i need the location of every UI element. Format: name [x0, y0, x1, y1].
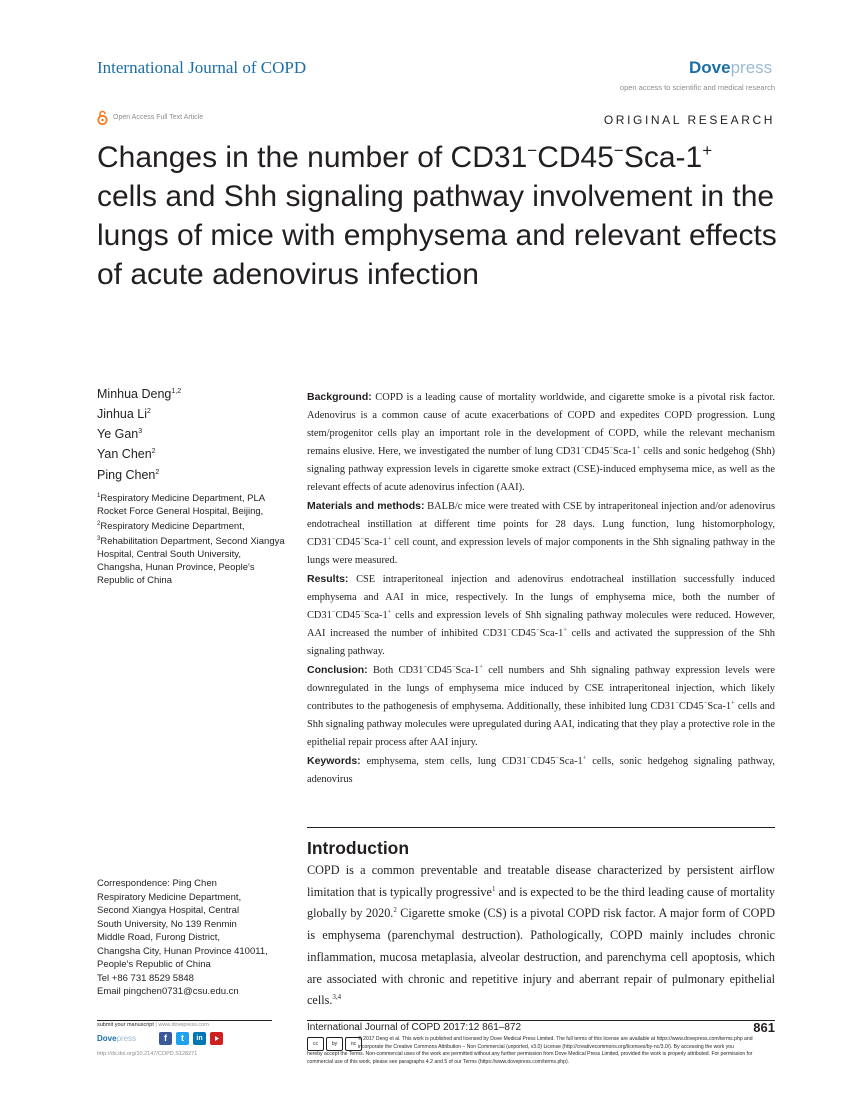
author-affil-sup: 2	[155, 468, 160, 476]
author-affil-sup: 1,2	[171, 388, 182, 395]
twitter-icon[interactable]: t	[176, 1032, 189, 1045]
sup: +	[479, 663, 483, 671]
paragraph	[307, 860, 775, 1012]
abstract-keywords	[307, 752, 775, 789]
author-name: Ye Gan	[97, 427, 139, 442]
correspondence-line: Second Xiangya Hospital, Central	[97, 905, 240, 916]
affil-text: Rehabilitation Department, Second Xiangya Hospital, Central South University, Changsha, Hunan Province, People's Republic of China	[97, 536, 285, 587]
sup: +	[387, 608, 392, 616]
sup: −	[507, 626, 512, 634]
abstract-text: Sca-1	[707, 701, 732, 712]
abstract-text: emphysema, stem cells, lung CD31	[360, 756, 527, 767]
title-sup: −	[613, 141, 624, 160]
abstract-text: Sca-1	[364, 537, 388, 548]
sup: −	[535, 626, 540, 634]
author	[97, 464, 297, 484]
sup: −	[609, 444, 613, 452]
author-affil-sup: 3	[138, 428, 143, 436]
correspondence-email[interactable]: Email pingchen0731@csu.edu.cn	[97, 986, 239, 997]
journal-title: International Journal of COPD	[97, 58, 307, 77]
cc-by-icon: by	[326, 1037, 343, 1051]
abstract-text: BALB/c mice were treated with CSE by intraperitoneal injection and/or adenovirus endotracheal instillation at different time points for 28 days. Lung function, lung histomorphology, CD31	[307, 501, 775, 548]
introduction-body	[307, 860, 775, 1012]
correspondence-phone: Tel +86 731 8529 5848	[97, 972, 194, 984]
affil-text: Respiratory Medicine Department,	[100, 521, 245, 533]
publisher-tagline: open access to scientific and medical research	[619, 83, 775, 92]
abstract-background	[307, 388, 775, 497]
author	[97, 403, 297, 423]
social-links	[159, 1032, 223, 1045]
abstract-text: Sca-1	[612, 446, 637, 457]
journal-citation: International Journal of COPD 2017:12 861–872	[307, 1022, 522, 1033]
abstract-text: COPD is a leading cause of mortality worldwide, and cigarette smoke is a pivotal risk factor. Adenovirus is a common cause of acute exacerbations of COPD and expedites COPD progression. Lung stem/progenitor cells play an important role in the development of COPD, while the relevant mechanism remains elusive. Here, we investigated the number of lung CD31	[307, 392, 775, 457]
doi-link[interactable]: http://dx.doi.org/10.2147/COPD.S128271	[97, 1051, 198, 1057]
affil-sup: 1	[97, 493, 101, 499]
publisher-logo-light: press	[730, 58, 773, 77]
abstract	[307, 388, 775, 789]
affiliations	[97, 490, 287, 587]
correspondence	[97, 877, 297, 999]
correspondence-line: People's Republic of China	[97, 959, 211, 970]
abstract-text: CD45	[511, 628, 536, 639]
sup: +	[387, 535, 392, 543]
abstract-text: Both CD31	[367, 665, 424, 676]
abstract-text: cells and expression levels of Shh signaling pathway molecules were reduced. However, AAI increased the number of inhibited CD31	[307, 610, 775, 639]
correspondence-line: Middle Road, Furong District,	[97, 932, 221, 943]
sup: −	[580, 444, 585, 452]
citation-sup: 1	[491, 884, 496, 893]
section-label: Keywords:	[307, 755, 361, 767]
title-part: CD45	[537, 141, 614, 174]
publisher-logo[interactable]	[689, 58, 772, 78]
abstract-text: CD45	[530, 756, 556, 767]
title-sup: −	[527, 141, 538, 160]
sup: −	[703, 699, 708, 707]
sup: −	[360, 608, 364, 616]
author-name: Yan Chen	[97, 447, 152, 462]
abstract-text: cells and sonic hedgehog (Shh) signaling pathway expression levels in cigarette smoke extract (CSE)-induced emphysema mice, as well as the relevant effects of acute adenovirus infection (AAI).	[307, 446, 776, 493]
footer-publisher-logo[interactable]	[97, 1034, 136, 1043]
correspondence-line: South University, No 139 Renmin	[97, 918, 237, 930]
youtube-icon[interactable]	[210, 1032, 223, 1045]
affil-sup: 3	[97, 536, 101, 543]
author	[97, 443, 297, 463]
cc-nc-icon: nc	[345, 1037, 362, 1051]
license-text: hereby accept the Terms. Non-commercial uses of the work are permitted without any further permission from Dove Medical Press Limited, provided the work is properly attributed. For permission for commercial use of this work, please see paragraphs 4.2 and 5 of our Terms (https://www.dovepress.com/terms.php).	[307, 1051, 753, 1065]
affil-text: Respiratory Medicine Department, PLA Rocket Force General Hospital, Beijing,	[97, 493, 265, 518]
abstract-text: cell numbers and Shh signaling pathway expression levels were downregulated in the lungs of emphysema mice induced by CSE intraperitoneal injection, which likely contributes to the pathogenesis of emphysema. Additionally, these inhibited lung CD31	[307, 665, 775, 712]
article-title	[97, 138, 777, 294]
sup: +	[731, 699, 735, 707]
intro-text: Cigarette smoke (CS) is a pivotal COPD risk factor. A major form of COPD is emphysema (parenchymal destruction). Pathologically, COPD mainly includes chronic inflammation, mucosa metaplasia, alveolar destruction, and parenchyma cell apoptosis, which are associated with chronic and repetitive injury and aberrant repair of pulmonary epithelial cells.	[307, 906, 775, 1008]
intro-text: and is expected to be the third leading cause of mortality globally by 2020.	[307, 884, 775, 921]
correspondence-line: Respiratory Medicine Department,	[97, 891, 242, 903]
author-affil-sup: 2	[151, 448, 156, 456]
divider	[97, 1020, 272, 1021]
sup: −	[555, 754, 560, 762]
open-access-badge	[97, 110, 203, 125]
abstract-text: cell count, and expression levels of major components in the Shh signaling pathway in the lungs were measured.	[307, 537, 775, 566]
abstract-text: cells, sonic hedgehog signaling pathway, adenovirus	[307, 756, 775, 785]
article-type: ORIGINAL RESEARCH	[603, 113, 775, 127]
abstract-text: CD45	[427, 665, 452, 676]
title-part: cells and Shh signaling pathway involvement in the lungs of mice with emphysema and relevant effects of acute adenovirus infection	[97, 180, 777, 291]
author	[97, 383, 297, 403]
open-access-label: Open Access Full Text Article	[113, 114, 204, 121]
sup: −	[675, 699, 679, 707]
citation-sup: 2	[393, 906, 397, 915]
correspondence-line: Changsha City, Hunan Province 410011,	[97, 945, 268, 957]
sup: −	[423, 663, 428, 671]
divider	[307, 827, 775, 828]
sup: −	[331, 535, 336, 543]
abstract-results	[307, 570, 775, 661]
citation-sup: 3,4	[332, 993, 342, 1002]
creative-commons-badge[interactable]	[307, 1037, 362, 1051]
title-sup: +	[702, 141, 713, 160]
submit-text: submit your manuscript	[97, 1022, 154, 1028]
open-access-lock-icon	[97, 110, 108, 125]
linkedin-icon[interactable]: in	[193, 1032, 206, 1045]
abstract-conclusion	[307, 661, 775, 752]
section-label: Background:	[307, 391, 372, 403]
sup: +	[636, 444, 641, 452]
title-part: Changes in the number of CD31	[97, 141, 528, 174]
abstract-text: CD45	[678, 701, 704, 712]
abstract-text: CD45	[584, 446, 610, 457]
sup: −	[526, 754, 531, 762]
sup: +	[563, 626, 567, 634]
introduction-heading: Introduction	[307, 838, 410, 858]
author-affil-sup: 2	[147, 408, 151, 416]
abstract-text: CD45	[335, 537, 361, 548]
abstract-text: CSE intraperitoneal injection and adenovirus endotracheal instillation successfully induced emphysema and AAI in mice, respectively. In the lungs of emphysema mice, both the number of CD31	[307, 574, 775, 621]
correspondence-label: Correspondence: Ping Chen	[97, 878, 217, 889]
section-label: Materials and methods:	[307, 500, 425, 512]
footer-logo-light: press	[116, 1034, 137, 1043]
sup: −	[360, 535, 364, 543]
cc-icon: cc	[307, 1037, 324, 1051]
author-list	[97, 383, 297, 484]
abstract-methods	[307, 497, 775, 570]
title-part: Sca-1	[623, 141, 703, 174]
play-icon	[210, 1032, 223, 1045]
abstract-text: Sca-1	[559, 756, 583, 767]
sup: +	[582, 754, 587, 762]
facebook-icon[interactable]: f	[159, 1032, 172, 1045]
abstract-text: Sca-1	[539, 628, 564, 639]
section-label: Conclusion:	[307, 664, 368, 676]
abstract-text: cells and activated the suppression of the Shh signaling pathway.	[307, 628, 775, 657]
submit-manuscript-link[interactable]	[97, 1022, 209, 1028]
author-name: Ping Chen	[97, 467, 156, 482]
abstract-text: cells and Shh signaling pathway molecules were upregulated during AAI, indicating that they play a protective role in the epithelial repair process after AAI injury.	[307, 701, 775, 748]
author	[97, 423, 297, 443]
page-number: 861	[753, 1020, 775, 1035]
publisher-logo-main: Dove	[689, 58, 731, 77]
abstract-text: Sca-1	[455, 665, 480, 676]
submit-url: | www.dovepress.com	[153, 1022, 209, 1028]
sup: −	[451, 663, 456, 671]
section-label: Results:	[307, 573, 349, 585]
author-name: Minhua Deng	[97, 387, 172, 402]
license-text: © 2017 Deng et al. This work is published and licensed by Dove Medical Press Limited. The full terms of this license are available at https://www.dovepress.com/terms.php and incorporate the Creative Commons Attribution – Non Commercial (unported, v3.0) License (http://creativecommons.org/licenses/by-nc/3.0/). By accessing the work you	[358, 1036, 753, 1050]
intro-text: COPD is a common preventable and treatable disease characterized by persistent airflow limitation that is typically progressive	[307, 863, 775, 899]
abstract-text: Sca-1	[364, 610, 388, 621]
affil-sup: 2	[97, 521, 101, 528]
author-name: Jinhua Li	[97, 407, 148, 422]
footer-logo-main: Dove	[97, 1034, 117, 1043]
sup: −	[331, 608, 336, 616]
abstract-text: CD45	[335, 610, 361, 621]
